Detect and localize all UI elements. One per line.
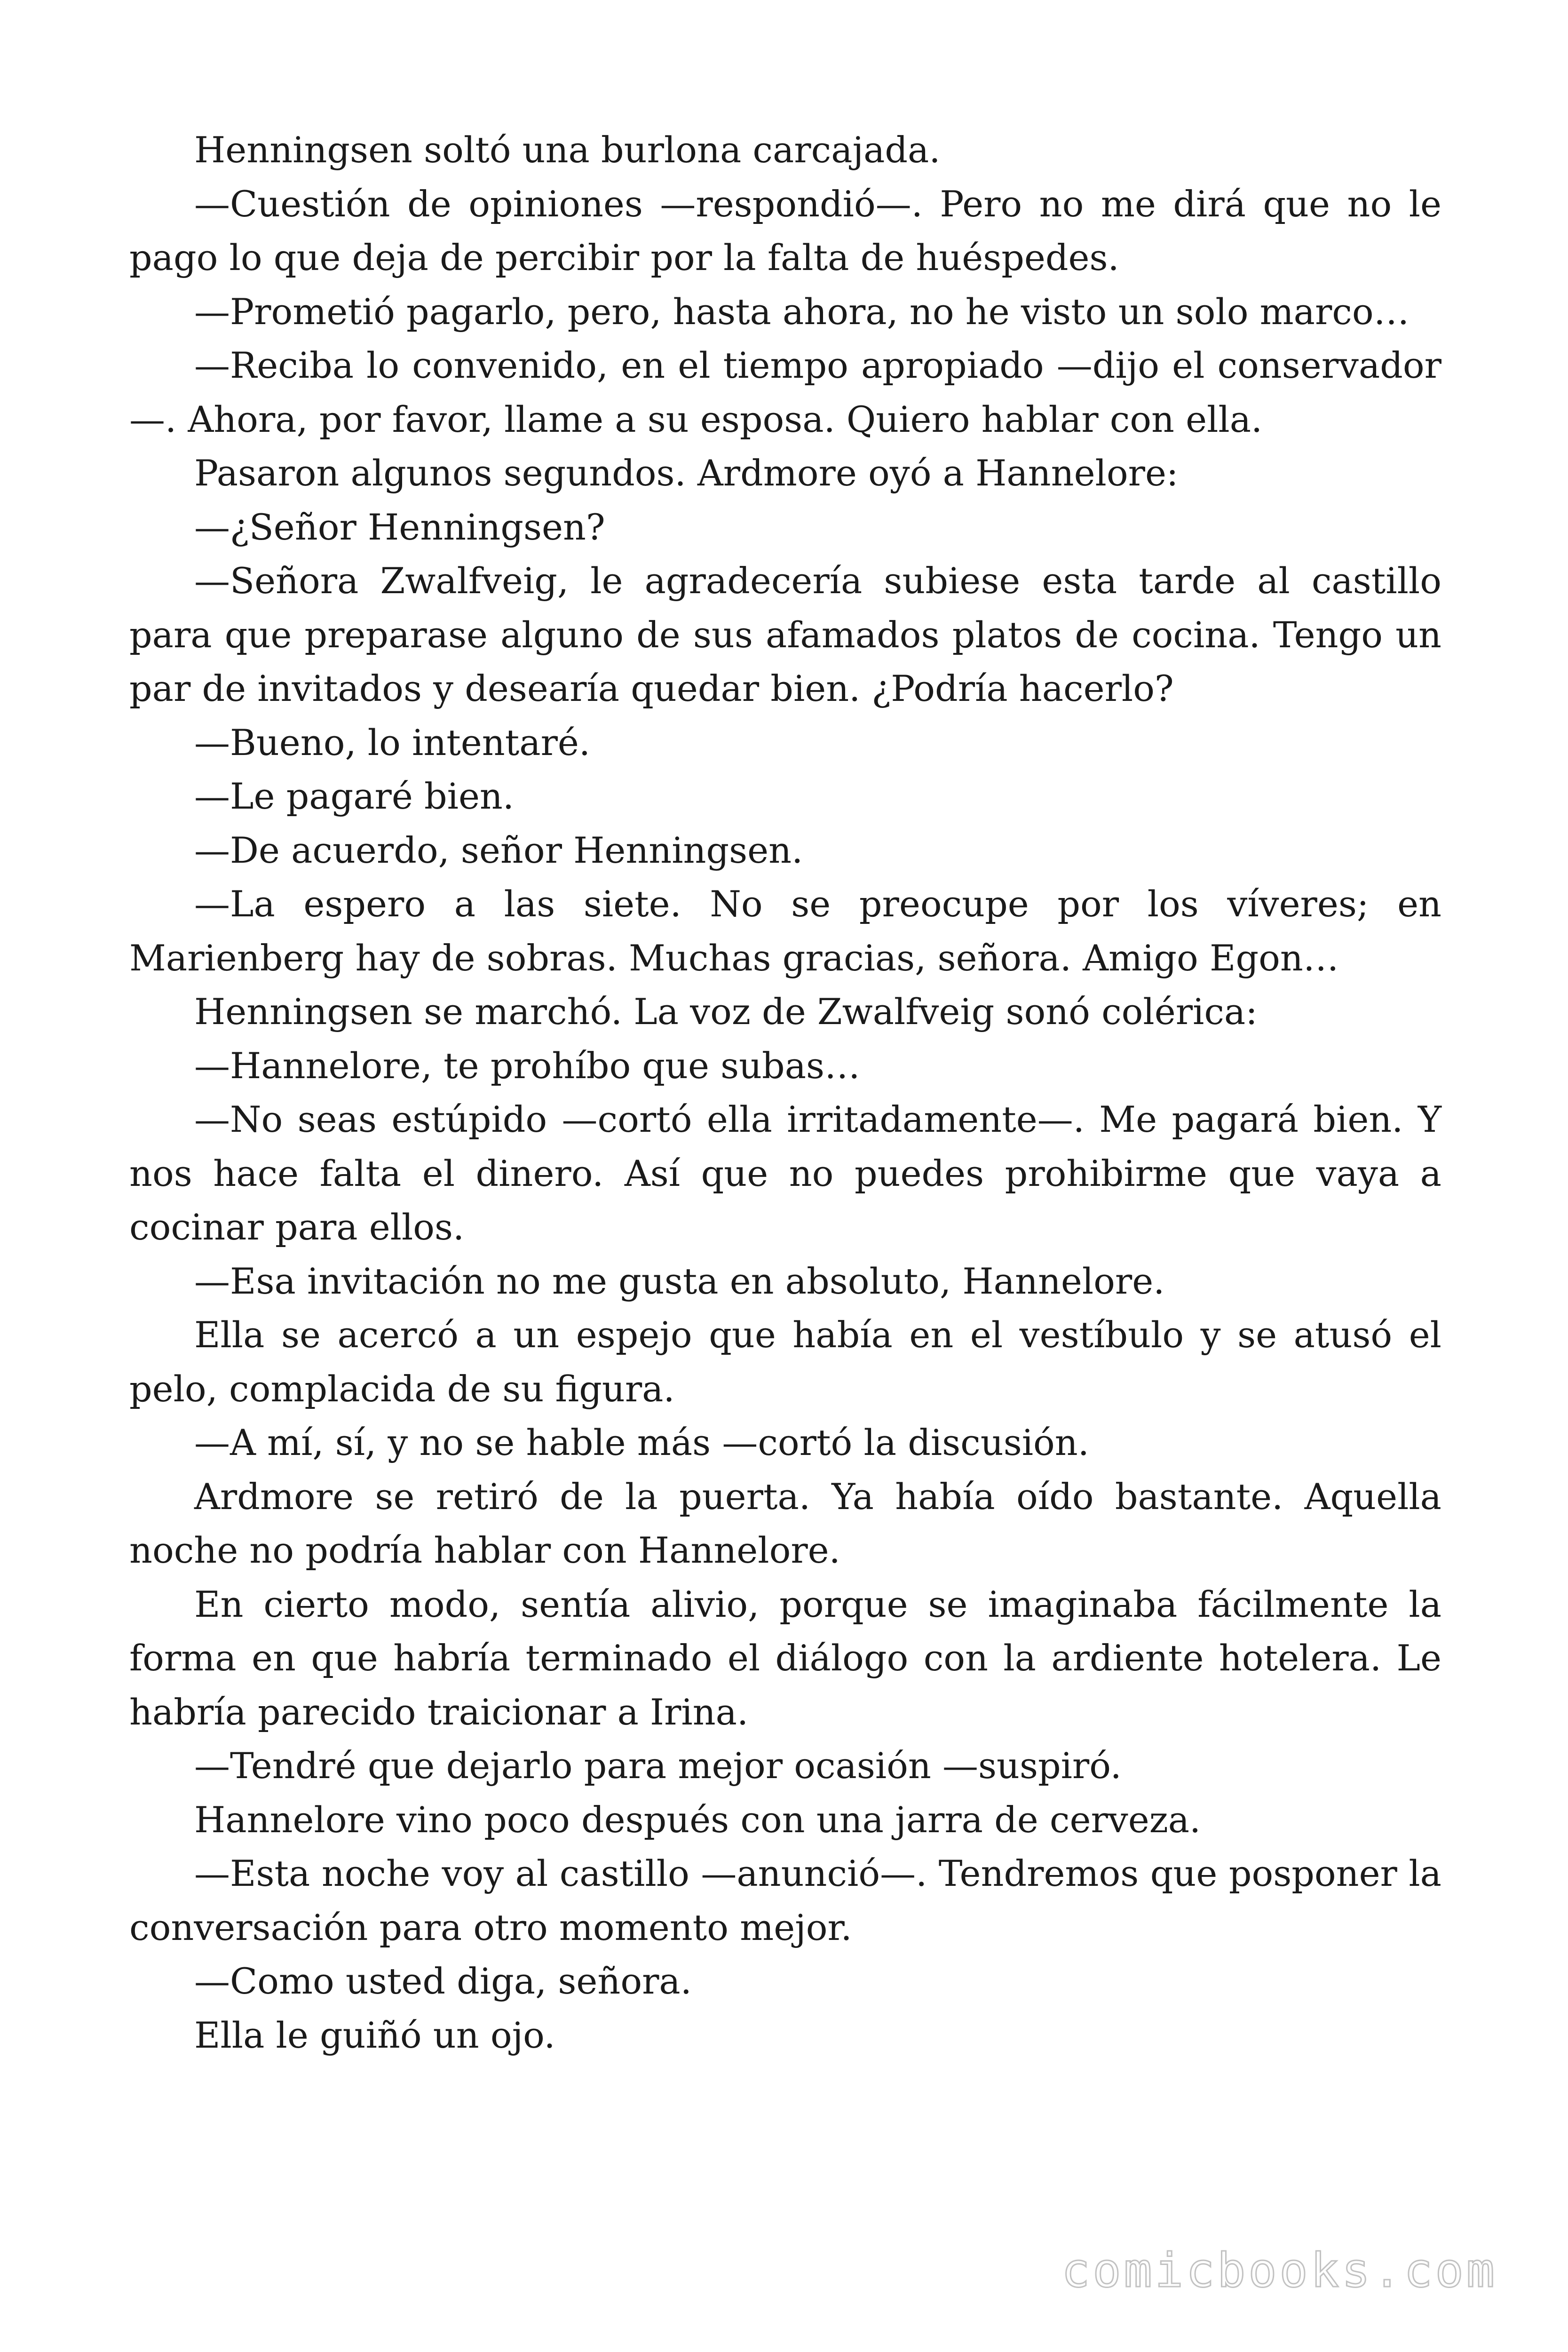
paragraph: —La espero a las siete. No se preocupe por los víveres; en Marienberg hay de sobras. Muchas gracias, señora. Amigo Egon… bbox=[129, 883, 1441, 979]
page-text bbox=[129, 123, 1441, 2062]
paragraph: —Bueno, lo intentaré. bbox=[194, 721, 591, 763]
paragraph: Pasaron algunos segundos. Ardmore oyó a Hannelore: bbox=[194, 452, 1179, 494]
paragraph: —Hannelore, te prohíbo que subas… bbox=[194, 1044, 861, 1087]
paragraph: —Esa invitación no me gusta en absoluto, Hannelore. bbox=[194, 1260, 1165, 1302]
paragraph: —Reciba lo convenido, en el tiempo apropiado —dijo el conservador—. Ahora, por favor, llame a su esposa. Quiero hablar con ella. bbox=[129, 344, 1441, 440]
paragraph: Ella le guiñó un ojo. bbox=[194, 2014, 555, 2056]
paragraph: —Le pagaré bien. bbox=[194, 775, 515, 817]
paragraph: Hannelore vino poco después con una jarra de cerveza. bbox=[194, 1798, 1201, 1841]
paragraph: —De acuerdo, señor Henningsen. bbox=[194, 829, 803, 871]
paragraph: Henningsen soltó una burlona carcajada. bbox=[194, 129, 941, 171]
paragraph: —Señora Zwalfveig, le agradecería subiese esta tarde al castillo para que preparase alguno de sus afamados platos de cocina. Tengo un par de invitados y desearía quedar bien. ¿Podría hacerlo? bbox=[129, 560, 1441, 709]
paragraph: —A mí, sí, y no se hable más —cortó la discusión. bbox=[194, 1422, 1089, 1463]
paragraph: Ella se acercó a un espejo que había en el vestíbulo y se atusó el pelo, complacida de su figura. bbox=[129, 1314, 1441, 1410]
paragraph: —Como usted diga, señora. bbox=[194, 1960, 692, 2002]
paragraph: —Cuestión de opiniones —respondió—. Pero no me dirá que no le pago lo que deja de percibir por la falta de huéspedes. bbox=[129, 183, 1441, 278]
paragraph: En cierto modo, sentía alivio, porque se imaginaba fácilmente la forma en que habría terminado el diálogo con la ardiente hotelera. Le habría parecido traicionar a Irina. bbox=[129, 1583, 1441, 1733]
paragraph: —Tendré que dejarlo para mejor ocasión —suspiró. bbox=[194, 1745, 1122, 1787]
paragraph: Henningsen se marchó. La voz de Zwalfveig sonó colérica: bbox=[194, 991, 1258, 1033]
paragraph: —Esta noche voy al castillo —anunció—. Tendremos que posponer la conversación para otro momento mejor. bbox=[129, 1852, 1441, 1948]
paragraph: —No seas estúpido —cortó ella irritadamente—. Me pagará bien. Y nos hace falta el dinero. Así que no puedes prohibirme que vaya a cocinar para ellos. bbox=[129, 1098, 1441, 1248]
paragraph: Ardmore se retiró de la puerta. Ya había oído bastante. Aquella noche no podría hablar con Hannelore. bbox=[129, 1475, 1441, 1571]
paragraph: —Prometió pagarlo, pero, hasta ahora, no he visto un solo marco… bbox=[194, 290, 1410, 333]
watermark: comicbooks.com bbox=[1061, 2243, 1497, 2298]
paragraph: —¿Señor Henningsen? bbox=[194, 506, 605, 548]
